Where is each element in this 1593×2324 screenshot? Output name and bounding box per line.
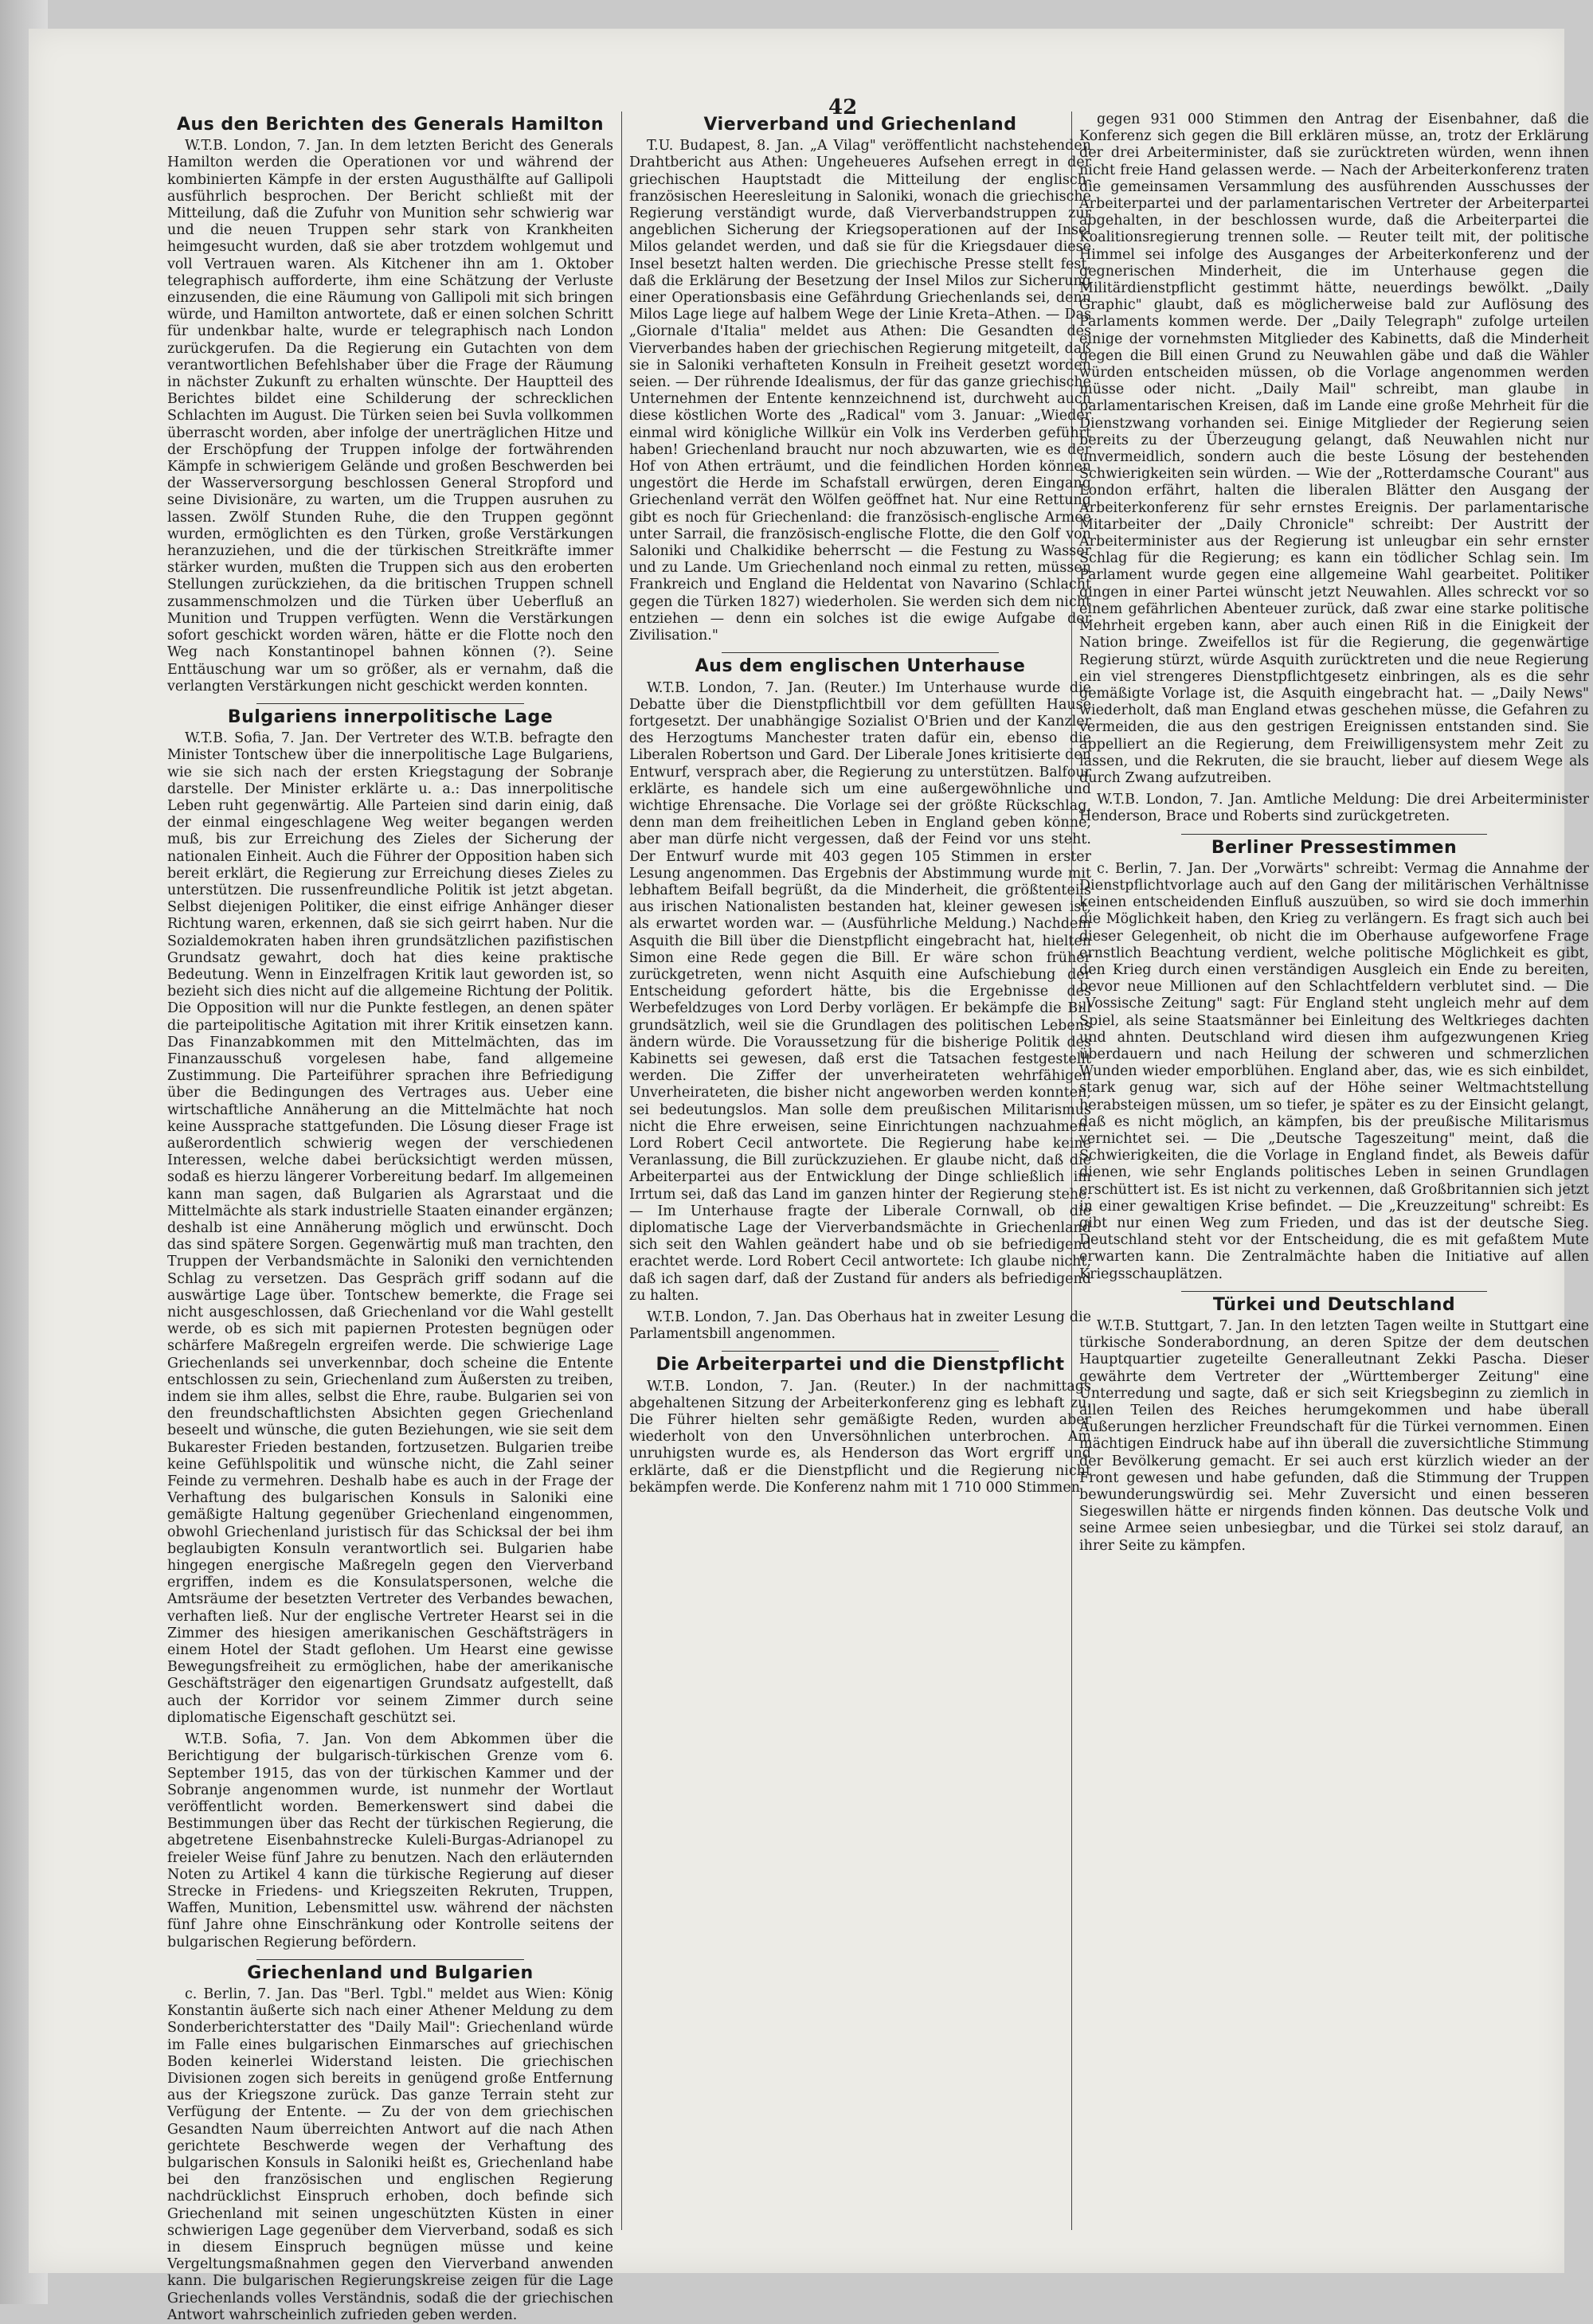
article-paragraph: W.T.B. Sofia, 7. Jan. Von dem Abkommen über die Berichtigung der bulgarisch-türkischen Grenze vom 6. September 1915, das von der türkischen Kammer und der Sobranje angenommen wurde, ist nunmehr der Wortlaut veröffentlicht worden. Bemerkenswert sind dabei die Bestimmungen über das Recht der türkischen Regierung, die abgetretene Eisenbahnstrecke Kuleli-Burgas-Adrianopel zu freieler Weise fünf Jahre zu benutzen. Nach den erläuternden Noten zu Artikel 4 kann die türkische Regierung auf dieser Strecke in Friedens- und Kriegszeiten Rekruten, Truppen, Waffen, Munition, Lebensmittel usw. während der nächsten fünf Jahre ohne Einschränkung oder Kontrolle seitens der bulgarischen Regierung befördern. <box>167 1731 613 1950</box>
article-paragraph: gegen 931 000 Stimmen den Antrag der Eisenbahner, daß die Konferenz sich gegen die Bill erklären müsse, an, trotz der Erklärung der drei Arbeiterminister, daß sie zurücktreten würden, wenn ihnen nicht freie Hand gelassen werde. — Nach der Arbeiterkonferenz traten die gemeinsamen Versammlung des ausführenden Ausschusses der Arbeiterpartei und der parlamentarischen Vertreter der Arbeiterpartei abgehalten, in der beschlossen wurde, daß die Arbeiterpartei die Koalitionsregierung trennen solle. — Reuter teilt mit, der politische Himmel sei infolge des Ausganges der Arbeiterkonferenz und der gegnerischen Minderheit, die im Unterhause gegen die Militärdienstpflicht gestimmt hätte, neuerdings bewölkt. „Daily Graphic" glaubt, daß es möglicherweise bald zur Auflösung des Parlaments kommen werde. Der „Daily Telegraph" zufolge urteilen einige der vornehmsten Mitglieder des Kabinetts, daß die Minderheit gegen die Bill einen Grund zu Neuwahlen gäbe und daß die Wähler würden entscheiden müssen, ob die Vorlage angenommen werden müsse oder nicht. „Daily Mail" schreibt, man glaube in parlamentarischen Kreisen, daß im Lande eine große Mehrheit für die Dienstzwang vorhanden sei. Einige Mitglieder der Regierung seien bereits zu der Überzeugung gelangt, daß Neuwahlen nicht nur unvermeidlich, sondern auch die beste Lösung der bestehenden Schwierigkeiten sein würden. — Wie der „Rotterdamsche Courant" aus London erfährt, halten die liberalen Blätter den Ausgang der Arbeiterkonferenz für sehr ernstes Ereignis. Der parlamentarische Mitarbeiter der „Daily Chronicle" schreibt: Der Austritt der Arbeiterminister aus der Regierung ist unleugbar ein sehr ernster Schlag für die Regierung; es kann ein tödlicher Schlag sein. Im Parlament wurde gegen eine allgemeine Wahl gearbeitet. Politiker gingen in einer Partei wünscht jetzt Neuwahlen. Alles schreckt vor so einem gefährlichen Abenteuer zurück, daß zwar eine starke politische Mehrheit ergeben kann, aber auch einen Riß in die Einigkeit der Nation bringe. Zweifellos ist für die Regierung, die gegenwärtige Regierung stürzt, würde Asquith zurücktreten und die neue Regierung ein viel strengeres Dienstpflichtgesetz einbringen, als es die sehr gemäßigte Vorlage ist, die Asquith eingebracht hat. — „Daily News" wiederholt, daß man England etwas geschehen müsse, die Gefahren zu vermeiden, die aus den gestrigen Ereignissen entstanden sind. Sie appelliert an die Regierung, dem Freiwilligensystem mehr Zeit zu lassen, und die Rekruten, die sie braucht, lieber auf diesem Wege als durch Zwang aufzutreiben. <box>1079 112 1589 786</box>
article-title: Berliner Pressestimmen <box>1211 837 1458 858</box>
article-title: Die Arbeiterpartei und die Dienstpflicht <box>656 1355 1065 1375</box>
article-separator <box>722 1351 999 1352</box>
article-paragraph: W.T.B. London, 7. Jan. Das Oberhaus hat in zweiter Lesung die Parlamentsbill angenommen. <box>629 1309 1091 1343</box>
page-number: 42 <box>828 96 858 119</box>
article-separator <box>256 703 524 704</box>
article-title: Bulgariens innerpolitische Lage <box>227 706 554 727</box>
article-paragraph: W.T.B. London, 7. Jan. (Reuter.) Im Unterhause wurde die Debatte über die Dienstpflichtbill vor dem gefüllten Hause fortgesetzt. Der unabhängige Sozialist O'Brien und der Kanzler des Herzogtums Manchester traten dafür ein, ebenso die Liberalen Robertson und Gard. Der Liberale Jones kritisierte den Entwurf, versprach aber, die Regierung zu unterstützen. Balfour erklärte, es handele sich um eine außergewöhnliche und wichtige Ehrensache. Die Vorlage sei der größte Rückschlag, denn man dem freiheitlichen Leben in England geben könne, aber man dürfe nicht vergessen, daß der Feind vor uns steht. Der Entwurf wurde mit 403 gegen 105 Stimmen in erster Lesung angenommen. Das Ergebnis der Abstimmung wurde mit lebhaftem Beifall begrüßt, da die Minderheit, die größtenteils aus irischen Nationalisten bestanden hat, kleiner gewesen ist, als erwartet worden war. — (Ausführliche Meldung.) Nachdem Asquith die Bill über die Dienstpflicht eingebracht hat, hielten Simon eine Rede gegen die Bill. Er wäre schon früher zurückgetreten, wenn nicht Asquith eine Aufschiebung der Entscheidung gefordert hätte, bis die Ergebnisse des Werbefeldzuges von Lord Derby vorlägen. Er bekämpfe die Bill grundsätzlich, weil sie die Grundlagen des politischen Lebens ändern würde. Die Voraussetzung für die bisherige Politik des Kabinetts sei gewesen, daß erst die Tatsachen festgestellt werden. Die Ziffer der unverheirateten wehrfähigen Unverheirateten, die bisher nicht angeworben werden konnten, sei bedeutungslos. Man solle dem preußischen Militarismus nicht die Ehre erweisen, seine Einrichtungen nachzuahmen. Lord Robert Cecil antwortete. Die Regierung habe keine Veranlassung, die Bill zurückzuziehen. Er glaube nicht, daß die Arbeiterpartei aus der Entwicklung der Dinge schließlich im Irrtum sei, daß das Land im ganzen hinter der Regierung stehe. — Im Unterhause fragte der Liberale Cornwall, ob die diplomatische Lage der Vierverbandsmächte in Griechenland sich seit den Wahlen geändert habe und ob sie befriedigend erachtet werde. Lord Robert Cecil antwortete: Ich glaube nicht, daß ich sagen darf, daß der Zustand für anders als befriedigend zu halten. <box>629 679 1091 1304</box>
article-paragraph: c. Berlin, 7. Jan. Der „Vorwärts" schreibt: Vermag die Annahme der Dienstpflichtvorlage auch auf den Gang der militärischen Verhältnisse keinen entscheidenden Einfluß auszuüben, so wird sie doch immerhin die Möglichkeit haben, den Krieg zu verlängern. Es fragt sich auch bei dieser Gelegenheit, ob nicht die im Oberhause aufgeworfene Frage ernstlich Beachtung verdient, welche politische Möglichkeit es gibt, den Krieg durch einen verständigen Ausgleich ein Ende zu bereiten, bevor neue Millionen auf den Schlachtfeldern verblutet sind. — Die „Vossische Zeitung" sagt: Für England steht ungleich mehr auf dem Spiel, als seine Staatsmänner bei Einleitung des Weltkrieges dachten und ahnten. Deutschland wird diesen ihm aufgezwungenen Krieg überdauern und nach Heilung der schweren und schmerzlichen Wunden wieder emporblühen. England aber, das, wie es sich einbildet, stark genug war, sich auf der Höhe seiner Weltmachtstellung herabsteigen müssen, um so tiefer, je später es zu der Einsicht gelangt, daß es nicht möglich, an kämpfen, bis der preußische Militarismus vernichtet sei. — Die „Deutsche Tageszeitung" meint, daß die Schwierigkeiten, die die Vorlage in England findet, als Beweis dafür dienen, wie sehr Englands politisches Leben in seinen Grundlagen erschüttert ist. Es ist nicht zu verkennen, daß Großbritannien sich jetzt in einer gewaltigen Krise befindet. — Die „Kreuzzeitung" schreibt: Es gibt nur einen Weg zum Frieden, und das ist der deutsche Sieg. Deutschland steht vor der Entscheidung, die es mit gefaßtem Mute erwarten kann. Die Zentralmächte haben die Initiative auf allen Kriegsschauplätzen. <box>1079 860 1589 1282</box>
article-separator <box>722 652 999 653</box>
column-1 <box>167 112 613 2323</box>
article-paragraph: T.U. Budapest, 8. Jan. „A Vilag" veröffentlicht nachstehenden Drahtbericht aus Athen: Ungeheueres Aufsehen erregt in der griechischen Hauptstadt die Mitteilung der englisch-französischen Heeresleitung in Saloniki, wonach die griechische Regierung verständigt wurde, daß Vierverbandstruppen zur angeblichen Sicherung der Kriegsoperationen auf der Insel Milos gelandet werden, und daß sie für die Kriegsdauer diese Insel besetzt halten werden. Die griechische Presse stellt fest, daß die Erklärung der Besetzung der Insel Milos zur Sicherung einer Operationsbasis eine Gefährdung Griechenlands sei, denn Milos Lage liege auf halbem Wege der Linie Kreta–Athen. — Das „Giornale d'Italia" meldet aus Athen: Die Gesandten des Vierverbandes haben der griechischen Regierung mitgeteilt, daß sie in Saloniki verhafteten Konsuln in Freiheit gesetzt worden seien. — Der rührende Idealismus, der für das ganze griechische Unternehmen der Entente kennzeichnend ist, durchweht auch diese köstlichen Worte des „Radical" vom 3. Januar: „Wieder einmal wird königliche Willkür ein Volk ins Verderben geführt haben! Griechenland braucht nur noch abzuwarten, wie es der Hof von Athen erträumt, und die feindlichen Horden können ungestört die Herde im Schafstall erwürgen, deren Eingang Griechenland verrät den Wölfen geöffnet hat. Nur eine Rettung gibt es noch für Griechenland: die französisch-englische Armee unter Sarrail, die französisch-englische Flotte, die den Golf von Saloniki und Chalkidike beherrscht — die Festung zu Wasser und zu Lande. Um Griechenland noch einmal zu retten, müssen Frankreich und England die Heldentat von Navarino (Schlacht gegen die Türken 1827) wiederholen. Sie werden sich dem nicht entziehen — denn ein solches ist die ewige Aufgabe der Zivilisation." <box>629 138 1091 644</box>
article-paragraph: c. Berlin, 7. Jan. Das "Berl. Tgbl." meldet aus Wien: König Konstantin äußerte sich nach einer Athener Meldung zu dem Sonderberichterstatter des "Daily Mail": Griechenland würde im Falle eines bulgarischen Einmarsches auf griechischen Boden keinerlei Widerstand leisten. Die griechischen Divisionen zogen sich bereits in genügend große Entfernung aus der Kriegszone zurück. Das ganze Terrain steht zur Verfügung der Entente. — Zu der von dem griechischen Gesandten Naum überreichten Antwort auf die nach Athen gerichtete Beschwerde wegen der Verhaftung des bulgarischen Konsuls in Saloniki heißt es, Griechenland habe bei den französischen und englischen Regierung nachdrücklichst Einspruch erhoben, doch befinde sich Griechenland mit seinen ungeschützten Küsten in einer schwierigen Lage gegenüber dem Vierverband, sodaß es sich in diesem Einspruch begnügen müsse und keine Vergeltungsmaßnahmen gegen den Vierverband anwenden kann. Die bulgarischen Regierungskreise zeigen für die Lage Griechenlands volles Verständnis, sodaß die der griechischen Antwort wahrscheinlich zufrieden geben werden. <box>167 1986 613 2323</box>
article-separator <box>1181 1291 1487 1292</box>
article-paragraph: W.T.B. London, 7. Jan. (Reuter.) In der nachmittags abgehaltenen Sitzung der Arbeiterkonferenz ging es lebhaft zu. Die Führer hielten sehr gemäßigte Reden, wurden aber wiederholt von den Unversöhnlichen unterbrochen. Am unruhigsten wurde es, als Henderson das Wort ergriff und erklärte, daß er die Dienstpflicht und die Regierung nicht bekämpfen werde. Die Konferenz nahm mit 1 710 000 Stimmen <box>629 1378 1091 1496</box>
article-title: Türkei und Deutschland <box>1212 1294 1456 1315</box>
column-rule <box>621 112 622 2230</box>
article-separator <box>1181 834 1487 835</box>
article-title: Griechenland und Bulgarien <box>247 1962 534 1983</box>
column-3 <box>1079 112 1589 2230</box>
column-2 <box>629 112 1091 2230</box>
article-title: Vierverband und Griechenland <box>703 115 1017 135</box>
article-title: Aus dem englischen Unterhause <box>695 656 1026 677</box>
article-paragraph: W.T.B. Sofia, 7. Jan. Der Vertreter des W.T.B. befragte den Minister Tontschew über die innerpolitische Lage Bulgariens, wie sie sich nach der ersten Kriegstagung der Sobranje darstelle. Der Minister erklärte u. a.: Das innerpolitische Leben ruht gegenwärtig. Alle Parteien sind darin einig, daß der einmal eingeschlagene Weg weiter begangen werden muß, bis zur Erreichung des Zieles der Sicherung der nationalen Einheit. Auch die Führer der Opposition haben sich bereit erklärt, die Regierung zur Erreichung dieses Zieles zu unterstützen. Die russenfreundliche Politik ist jetzt abgetan. Selbst diejenigen Politiker, die einst eifrige Anhänger dieser Richtung waren, erkennen, daß sie sich geirrt haben. Nur die Sozialdemokraten haben ihren grundsätzlichen pazifistischen Grundsatz gewahrt, doch hat dies keine praktische Bedeutung. Wenn in Einzelfragen Kritik laut geworden ist, so bezieht sich dies nicht auf die allgemeine Richtung der Politik. Die Opposition will nur die Punkte festlegen, an denen später die parteipolitische Agitation mit ihrer Kritik einsetzen kann. Das Finanzabkommen mit den Mittelmächten, das im Finanzausschuß vorgelesen habe, fand allgemeine Zustimmung. Die Parteiführer sprachen ihre Befriedigung über die Bedingungen des Vertrages aus. Ueber eine wirtschaftliche Annäherung an die Mittelmächte hat noch keine Aussprache stattgefunden. Die Lösung dieser Frage ist außerordentlich schwierig wegen der verschiedenen Interessen, welche dabei berücksichtigt werden müssen, sodaß es hierzu längerer Vorbereitung bedarf. Im allgemeinen kann man sagen, daß Bulgarien als Agrarstaat und die Mittelmächte als stark industrielle Staaten einander ergänzen; deshalb ist eine Annäherung möglich und erwünscht. Doch das sind spätere Sorgen. Gegenwärtig muß man trachten, den Truppen der Verbandsmächte in Saloniki den vernichtenden Schlag zu versetzen. Das Gespräch griff sodann auf die auswärtige Lage über. Tontschew bemerkte, die Frage sei nicht ausgeschlossen, daß Griechenland vor die Wahl gestellt werde, ob es sich mit papiernen Protesten begnügen oder schärfere Maßregeln ergreifen werde. Die schwierige Lage Griechenlands sei unverkennbar, doch scheine die Entente entschlossen zu sein, Griechenland zum Äußersten zu treiben, indem sie ihm alles, selbst die Ehre, raube. Bulgarien sei von den freundschaftlichsten Absichten gegen Griechenland beseelt und wünsche, die guten Beziehungen, wie sie seit dem Bukarester Frieden bestanden, fortzusetzen. Bulgarien treibe keine Gefühlspolitik und wünsche nicht, die Zahl seiner Feinde zu vermehren. Deshalb habe es auch in der Frage der Verhaftung des bulgarischen Konsuls in Saloniki eine gemäßigte Haltung gegenüber Griechenland eingenommen, obwohl Griechenland juristisch für das Schicksal der bei ihm beglaubigten Konsuln verantwortlich sei. Bulgarien habe hingegen energische Maßregeln gegen den Vierverband ergriffen, indem es die Konsulatspersonen, welche die Amtsräume der besetzten Vertreter des Verbandes bewachen, verhaften ließ. Nur der englische Vertreter Hearst sei in die Zimmer des hiesigen amerikanischen Geschäftsträgers in einem Hotel der Stadt geflohen. Um Hearst eine gewisse Bewegungsfreiheit zu ermöglichen, habe der amerikanische Geschäftsträger den eigenartigen Grundsatz aufgestellt, daß auch der Korridor vor seinem Zimmer durch seine diplomatische Eigenschaft geschützt sei. <box>167 730 613 1726</box>
article-paragraph: W.T.B. Stuttgart, 7. Jan. In den letzten Tagen weilte in Stuttgart eine türkische Sonderabordnung, an deren Spitze der dem deutschen Hauptquartier zugeteilte Generalleutnant Zekki Pascha. Dieser gewährte dem Vertreter der „Württemberger Zeitung" eine Unterredung und sagte, daß er sich seit Kriegsbeginn zu ziemlich in allen Teilen des Reiches herumgekommen und habe überall Äußerungen herzlicher Freundschaft für die Türkei vernommen. Einen mächtigen Eindruck habe auf ihn überall die zuversichtliche Stimmung der Bevölkerung gemacht. Er sei auch erst kürzlich wieder an der Front gewesen und habe gefunden, daß die Stimmung der Truppen bewunderungswürdig sei. Mehr Zuversicht und einen besseren Siegeswillen hätte er nirgends finden können. Das deutsche Volk und seine Armee seien unbesiegbar, und die Türkei sei stolz darauf, an ihrer Seite zu kämpfen. <box>1079 1318 1589 1554</box>
article-paragraph: W.T.B. London, 7. Jan. In dem letzten Bericht des Generals Hamilton werden die Operationen vor und während der kombinierten Kämpfe in der ersten Augusthälfte auf Gallipoli ausführlich besprochen. Der Bericht schließt mit der Mitteilung, daß die Zufuhr von Munition sehr schwierig war und die neuen Truppen sehr stark von Krankheiten heimgesucht wurden, daß sie aber trotzdem wohlgemut und voll Vertrauen waren. Als Kitchener ihn am 1. Oktober telegraphisch aufforderte, ihm eine Schätzung der Verluste einzusenden, die eine Räumung von Gallipoli mit sich bringen würde, und Hamilton antwortete, daß er einen solchen Schritt für undenkbar halte, wurde er telegraphisch nach London zurückgerufen. Da die Regierung ein Gutachten von dem verantwortlichen Befehlshaber über die Frage der Räumung in nächster Zukunft zu erhalten wünschte. Der Hauptteil des Berichtes bildet eine Schilderung der schrecklichen Schlachten im August. Die Türken seien bei Suvla vollkommen überrascht worden, aber infolge der unerträglichen Hitze und der Erschöpfung der Truppen infolge der fortwährenden Kämpfe in schwierigem Gelände und großen Beschwerden bei der Wasserversorgung beschlossen General Stropford und seine Divisionäre, zu warten, um die Truppen ausruhen zu lassen. Zwölf Stunden Ruhe, die den Truppen gegönnt wurden, ermöglichten es den Türken, große Verstärkungen heranzuziehen, und die der türkischen Streitkräfte immer stärker wurden, mußten die Truppen sich aus den eroberten Stellungen zurückziehen, da die britischen Truppen schnell zusammenschmolzen und die Türken über Ueberfluß an Munition und Truppen verfügten. Wenn die Verstärkungen sofort geschickt worden wären, hätte er die Flotte noch den Weg nach Konstantinopel bahnen können (?). Seine Enttäuschung war um so größer, als er vernahm, daß die verlangten Verstärkungen nicht geschickt werden konnten. <box>167 138 613 694</box>
article-title: Aus den Berichten des Generals Hamilton <box>176 115 604 135</box>
article-paragraph: W.T.B. London, 7. Jan. Amtliche Meldung: Die drei Arbeiterminister Henderson, Brace und Roberts sind zurückgetreten. <box>1079 792 1589 825</box>
article-separator <box>256 1959 524 1960</box>
